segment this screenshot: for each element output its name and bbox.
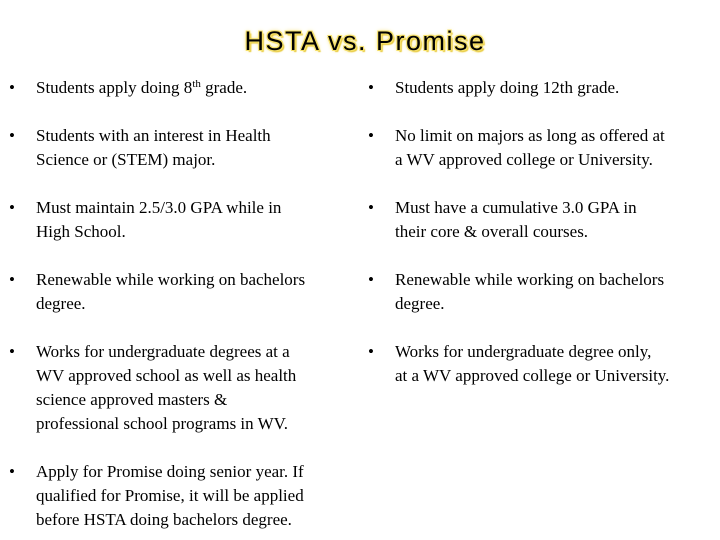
right-item-5-line-1: Works for undergraduate degree only,: [395, 342, 652, 361]
left-item-3-line-1: Must maintain 2.5/3.0 GPA while in: [36, 198, 282, 217]
bullet-icon: •: [9, 342, 15, 361]
left-item-3-line-2: High School.: [36, 222, 126, 241]
bullet-icon: •: [9, 78, 15, 97]
left-item-4-line-2: degree.: [36, 294, 86, 313]
right-item-1-line-1: Students apply doing 12th grade.: [395, 78, 620, 97]
left-item-5-line-3: science approved masters &: [36, 390, 228, 409]
left-item-1-text-end: grade.: [200, 78, 248, 97]
bullet-icon: •: [368, 270, 374, 289]
left-item-5-line-4: professional school programs in WV.: [36, 414, 288, 433]
bullet-icon: •: [368, 78, 374, 97]
right-item-3-line-1: Must have a cumulative 3.0 GPA in: [395, 198, 637, 217]
left-item-6-line-1: Apply for Promise doing senior year. If: [36, 462, 304, 481]
bullet-icon: •: [368, 342, 374, 361]
bullet-icon: •: [9, 462, 15, 481]
bullet-icon: •: [9, 126, 15, 145]
bullet-icon: •: [368, 198, 374, 217]
left-item-5-line-1: Works for undergraduate degrees at a: [36, 342, 290, 361]
bullet-icon: •: [9, 270, 15, 289]
left-item-4-line-1: Renewable while working on bachelors: [36, 270, 306, 289]
left-item-2-line-1: Students with an interest in Health: [36, 126, 271, 145]
right-item-4-line-1: Renewable while working on bachelors: [395, 270, 665, 289]
left-item-6-line-3: before HSTA doing bachelors degree.: [36, 510, 292, 529]
left-item-5-line-2: WV approved school as well as health: [36, 366, 297, 385]
left-item-1-superscript: th: [192, 78, 201, 90]
right-item-5-line-2: at a WV approved college or University.: [395, 366, 670, 385]
left-item-2-line-2: Science or (STEM) major.: [36, 150, 216, 169]
right-item-2-line-1: No limit on majors as long as offered at: [395, 126, 665, 145]
right-item-3-line-2: their core & overall courses.: [395, 222, 589, 241]
page-title: HSTA vs. Promise: [244, 26, 486, 56]
right-item-2-line-2: a WV approved college or University.: [395, 150, 653, 169]
bullet-icon: •: [9, 198, 15, 217]
left-item-6-line-2: qualified for Promise, it will be applied: [36, 486, 304, 505]
right-item-4-line-2: degree.: [395, 294, 445, 313]
bullet-icon: •: [368, 126, 374, 145]
left-item-1-text: Students apply doing 8: [36, 78, 193, 97]
